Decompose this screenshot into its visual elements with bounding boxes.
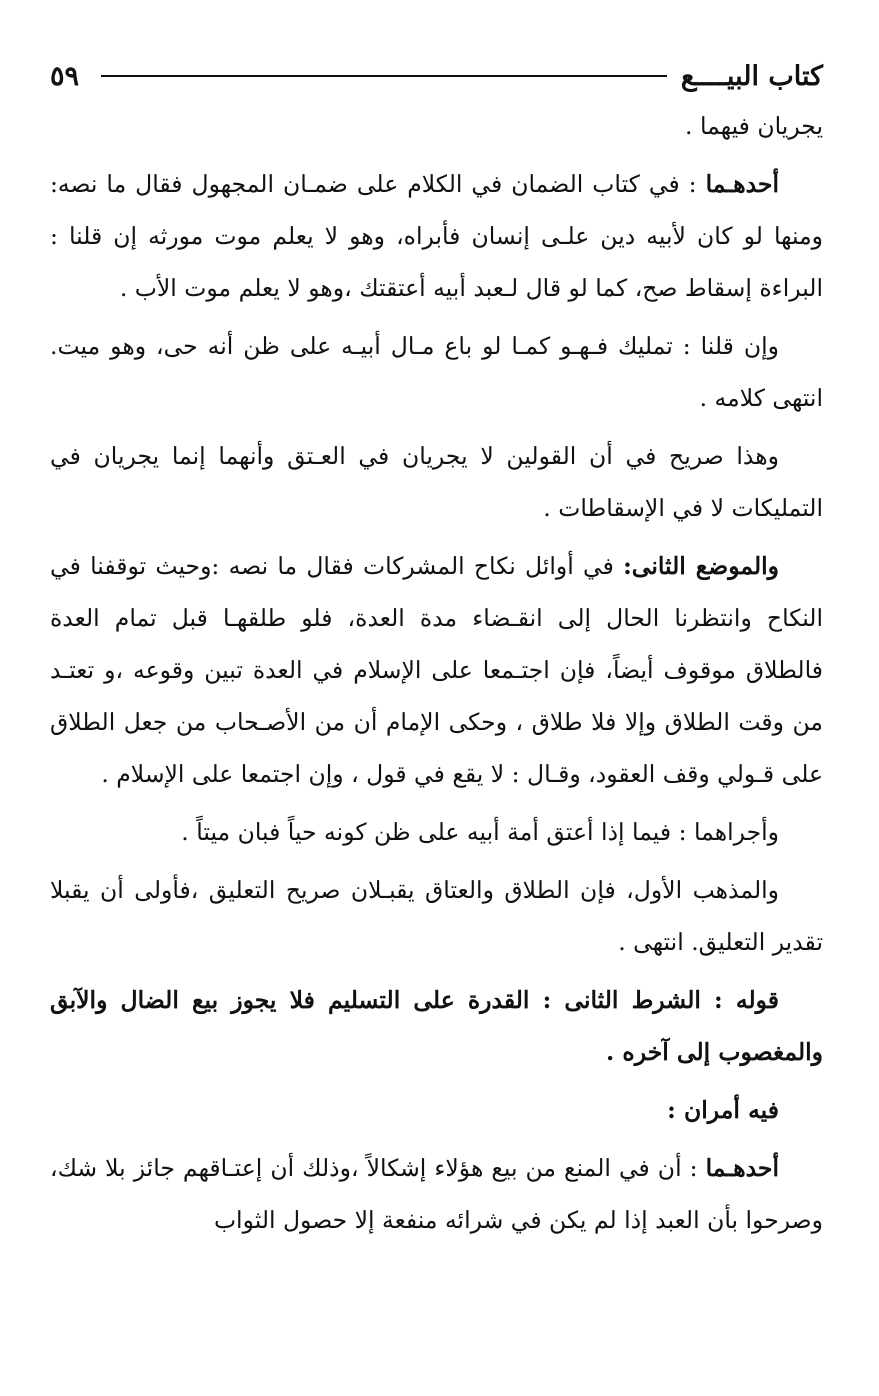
paragraph-text: وأجراهما : فيما إذا أعتق أمة أبيه على ظن كونه حياً فبان ميتاً . bbox=[181, 818, 779, 846]
paragraph-lead: أحدهـما bbox=[705, 1154, 779, 1182]
paragraph-10 bbox=[50, 1142, 823, 1246]
paragraph-text: وإن قلنا : تمليك فـهـو كمـا لو باع مـال أبيـه على ظن أنه حى، وهو ميت. انتهى كلامه . bbox=[50, 332, 823, 412]
paragraph-text: وهذا صريح في أن القولين لا يجريان في العـتق وأنهما إنما يجريان في التمليكات لا في الإسقاطات . bbox=[50, 442, 823, 522]
paragraph-text: فيه أمران : bbox=[667, 1096, 779, 1124]
paragraph-text: : في كتاب الضمان في الكلام على ضمـان المجهول فقال ما نصه: ومنها لو كان لأبيه دين علـى إنسان فأبراه، وهو لا يعلم موت مورثه إن قلنا : البراءة إسقاط صح، كما لو قال لـعبد أبيه أعتقتك ،وهو لا يعلم موت الأب . bbox=[50, 170, 823, 302]
paragraph-text: قوله : الشرط الثانى : القدرة على التسليم فلا يجوز بيع الضال والآبق والمغصوب إلى آخره . bbox=[50, 986, 823, 1066]
paragraph-3 bbox=[50, 320, 823, 424]
section-heading bbox=[50, 1084, 823, 1136]
chapter-title: كتاب البيــــع bbox=[680, 60, 823, 92]
paragraph-5 bbox=[50, 540, 823, 800]
header-rule bbox=[101, 75, 667, 77]
paragraph-1 bbox=[50, 100, 823, 152]
paragraph-text: : أن في المنع من بيع هؤلاء إشكالاً ،وذلك أن إعتـاقهم جائز بلا شك، وصرحوا بأن العبد إذا لم يكن في شرائه منفعة إلا حصول الثواب bbox=[50, 1154, 823, 1234]
paragraph-text: في أوائل نكاح المشركات فقال ما نصه :وحيث توقفنا في النكاح وانتظرنا الحال إلى انقـضاء مدة العدة، فلو طلقهـا قبل تمام العدة فالطلاق موقوف أيضاً، فإن اجتـمعا على الإسلام في العدة تبين وقوعه ،و تعتـد من وقت الطلاق وإلا فلا طلاق ، وحكى الإمام أن من الأصـحاب من جعل الطلاق على قـولي وقف العقود، وقـال : لا يقع في قول ، وإن اجتمعا على الإسلام . bbox=[50, 552, 823, 788]
paragraph-lead: أحدهـما bbox=[705, 170, 779, 198]
paragraph-4 bbox=[50, 430, 823, 534]
paragraph-lead: والموضع الثانى: bbox=[623, 552, 779, 580]
paragraph-text: يجريان فيهما . bbox=[685, 112, 823, 140]
paragraph-8 bbox=[50, 974, 823, 1078]
paragraph-6 bbox=[50, 806, 823, 858]
paragraph-2 bbox=[50, 158, 823, 314]
body-text bbox=[50, 100, 823, 1246]
paragraph-text: والمذهب الأول، فإن الطلاق والعتاق يقبـلان صريح التعليق ،فأولى أن يقبلا تقدير التعليق. انتهى . bbox=[50, 876, 823, 956]
paragraph-7 bbox=[50, 864, 823, 968]
running-header bbox=[50, 52, 823, 100]
page-number: ٥٩ bbox=[50, 60, 80, 92]
